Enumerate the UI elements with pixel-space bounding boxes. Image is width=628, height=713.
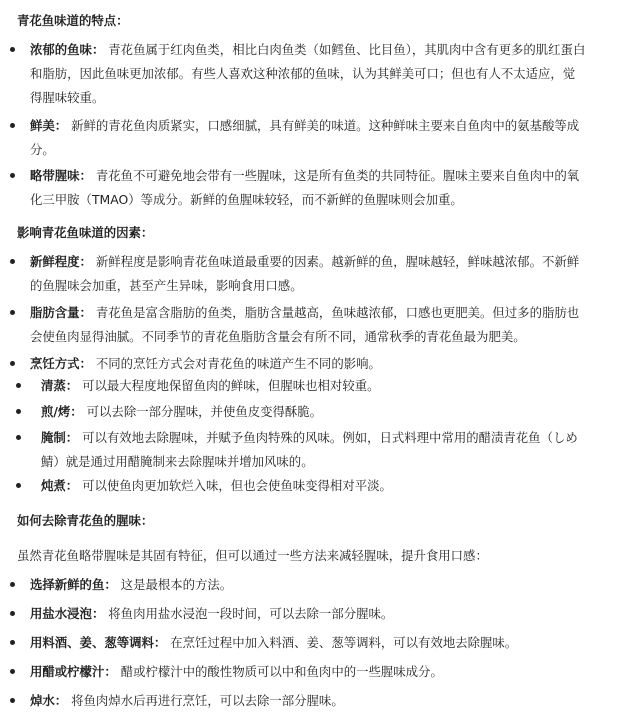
item-label: 新鲜程度： [30,254,92,269]
bullet-icon [10,611,15,616]
item-label: 清蒸： [41,378,79,393]
bullet-icon [10,173,15,178]
item-label: 脂肪含量： [30,305,92,320]
item-label: 煎/烤： [41,404,83,419]
item-text: 新鲜程度是影响青花鱼味道最重要的因素。越新鲜的鱼，腥味越轻，鲜味越浓郁。不新鲜的鱼腥味会加重，甚至产生异味，影响食用口感。 [30,254,580,293]
section-heading-influencing-factors: 影响青花鱼味道的因素： [17,225,154,240]
section-intro: 虽然青花鱼略带腥味是其固有特征，但可以通过一些方法来减轻腥味，提升食用口感： [17,548,488,563]
item-text: 不同的烹饪方式会对青花鱼的味道产生不同的影响。 [95,356,381,371]
list-item [30,660,586,684]
list-item [30,114,586,162]
list-item [30,38,586,110]
item-label: 烹饪方式： [30,356,92,371]
list-item [30,689,586,713]
list-item [30,164,586,212]
bullet-icon [10,669,15,674]
bullet-icon [10,361,15,366]
bullet-icon [10,123,15,128]
item-label: 略带腥味： [30,168,92,183]
sub-list-item [41,374,586,398]
bullet-icon [10,310,15,315]
list-item [30,602,586,626]
item-label: 腌制： [41,430,79,445]
item-label: 焯水： [30,693,68,708]
list-item [30,250,586,298]
item-label: 浓郁的鱼味： [30,42,105,57]
item-label: 用醋或柠檬汁： [30,664,117,679]
item-label: 选择新鲜的鱼： [30,577,117,592]
sub-list-item [41,474,586,498]
section-heading-flavor-characteristics: 青花鱼味道的特点： [17,13,129,28]
list-item [30,352,586,376]
item-label: 炖煮： [41,478,79,493]
item-text: 在烹饪过程中加入料酒、姜、葱等调料，可以有效地去除腥味。 [170,635,518,650]
bullet-icon [16,435,21,440]
section-heading-remove-fishy-smell: 如何去除青花鱼的腥味： [17,513,154,528]
bullet-icon [10,47,15,52]
bullet-icon [10,640,15,645]
list-item [30,631,586,655]
list-item [30,301,586,349]
item-text: 这是最根本的方法。 [120,577,233,592]
item-label: 鲜美： [30,118,68,133]
bullet-icon [16,483,21,488]
item-text: 醋或柠檬汁中的酸性物质可以中和鱼肉中的一些腥味成分。 [120,664,443,679]
item-text: 将鱼肉焯水后再进行烹饪，可以去除一部分腥味。 [71,693,344,708]
bullet-icon [10,698,15,703]
item-text: 将鱼肉用盐水浸泡一段时间，可以去除一部分腥味。 [108,606,394,621]
list-item [30,573,586,597]
bullet-icon [16,383,21,388]
item-text: 青花鱼不可避免地会带有一些腥味，这是所有鱼类的共同特征。腥味主要来自鱼肉中的氧化三甲胺（TMAO）等成分。新鲜的鱼腥味较轻，而不新鲜的鱼腥味则会加重。 [30,168,580,207]
sub-list-item [41,400,586,424]
item-text: 青花鱼属于红肉鱼类，相比白肉鱼类（如鳕鱼、比目鱼），其肌肉中含有更多的肌红蛋白和脂肪，因此鱼味更加浓郁。有些人喜欢这种浓郁的鱼味，认为其鲜美可口；但也有人不太适应，觉得腥味较重。 [30,42,586,105]
item-label: 用盐水浸泡： [30,606,105,621]
bullet-icon [10,582,15,587]
item-text: 可以最大程度地保留鱼肉的鲜味，但腥味也相对较重。 [82,378,380,393]
item-text: 新鲜的青花鱼肉质紧实，口感细腻，具有鲜美的味道。这种鲜味主要来自鱼肉中的氨基酸等成分。 [30,118,580,157]
bullet-icon [10,259,15,264]
bullet-icon [16,409,21,414]
item-label: 用料酒、姜、葱等调料： [30,635,167,650]
sub-list-item [41,426,586,474]
item-text: 青花鱼是富含脂肪的鱼类，脂肪含量越高，鱼味越浓郁，口感也更肥美。但过多的脂肪也会使鱼肉显得油腻。不同季节的青花鱼脂肪含量会有所不同，通常秋季的青花鱼最为肥美。 [30,305,580,344]
item-text: 可以去除一部分腥味，并使鱼皮变得酥脆。 [86,404,323,419]
item-text: 可以有效地去除腥味，并赋予鱼肉特殊的风味。例如，日式料理中常用的醋渍青花鱼（しめ鯖）就是通过用醋腌制来去除腥味并增加风味的。 [41,430,578,469]
item-text: 可以使鱼肉更加软烂入味，但也会使鱼味变得相对平淡。 [82,478,392,493]
